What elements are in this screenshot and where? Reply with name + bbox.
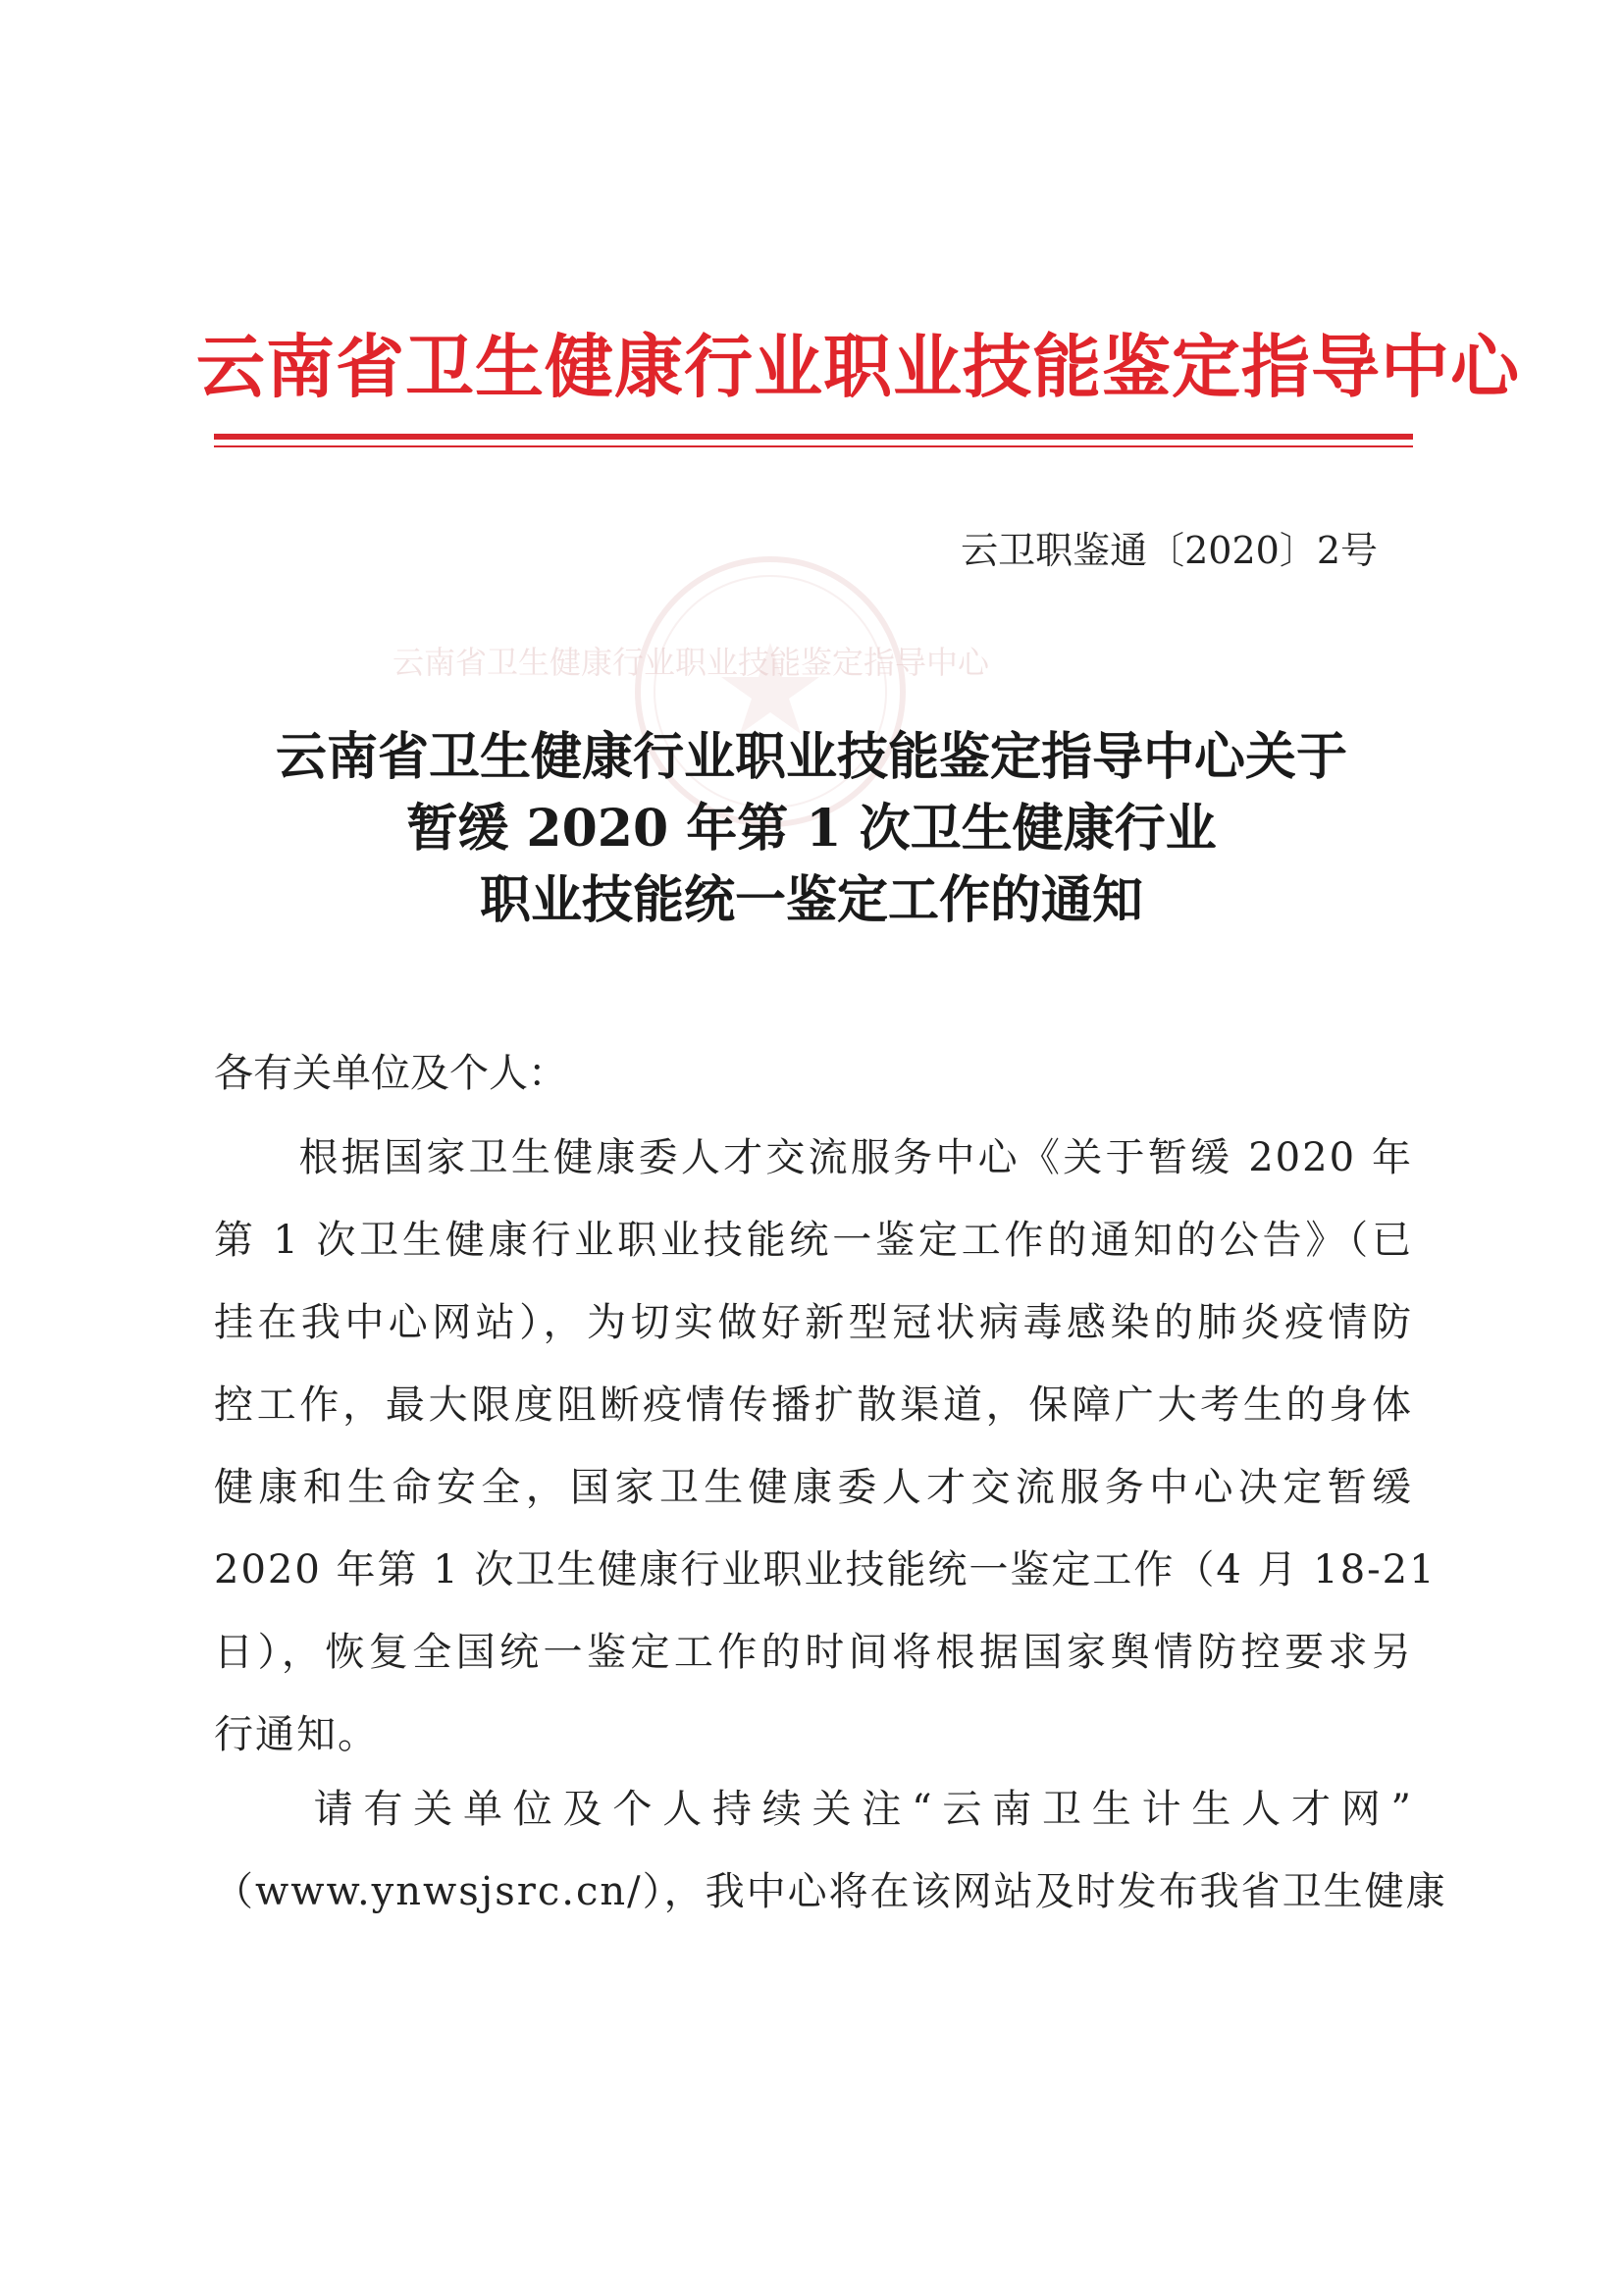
- org-letterhead-title: 云南省卫生健康行业职业技能鉴定指导中心: [196, 327, 1520, 407]
- letterhead-thick-rule: [214, 434, 1413, 440]
- seal-caption-text: 云南省卫生健康行业职业技能鉴定指导中心: [393, 644, 990, 681]
- body-paragraph-1: [214, 1117, 1437, 1776]
- letterhead-thin-rule: [214, 445, 1413, 447]
- paragraph-line: 控工作，最大限度阻断疫情传播扩散渠道，保障广大考生的身体: [214, 1383, 1413, 1428]
- document-number: 云卫职鉴通〔2020〕2号: [961, 529, 1378, 572]
- paragraph-line: 根据国家卫生健康委人才交流服务中心《关于暂缓 2020 年: [214, 1135, 1413, 1180]
- paragraph-line: 行通知。: [214, 1712, 379, 1757]
- notice-title-line-2: 暂缓 2020 年第 1 次卫生健康行业: [406, 799, 1217, 859]
- notice-title-line-1: 云南省卫生健康行业职业技能鉴定指导中心关于: [275, 727, 1347, 787]
- paragraph-line: 挂在我中心网站），为切实做好新型冠状病毒感染的肺炎疫情防: [214, 1300, 1413, 1345]
- body-paragraph-2: [214, 1768, 1447, 1933]
- paragraph-line: 健康和生命安全，国家卫生健康委人才交流服务中心决定暂缓: [214, 1465, 1413, 1510]
- salutation: 各有关单位及个人：: [214, 1051, 567, 1096]
- paragraph-line: 请有关单位及个人持续关注“云南卫生计生人才网”: [214, 1787, 1413, 1832]
- paragraph-line: （www.ynwsjsrc.cn/），我中心将在该网站及时发布我省卫生健康: [214, 1869, 1447, 1914]
- notice-title-line-3: 职业技能统一鉴定工作的通知: [479, 870, 1143, 930]
- paragraph-line: 日），恢复全国统一鉴定工作的时间将根据国家舆情防控要求另: [214, 1630, 1413, 1675]
- notice-title: [147, 721, 1476, 936]
- paragraph-line: 第 1 次卫生健康行业职业技能统一鉴定工作的通知的公告》（已: [214, 1218, 1413, 1263]
- paragraph-line: 2020 年第 1 次卫生健康行业职业技能统一鉴定工作（4 月 18-21: [214, 1547, 1437, 1592]
